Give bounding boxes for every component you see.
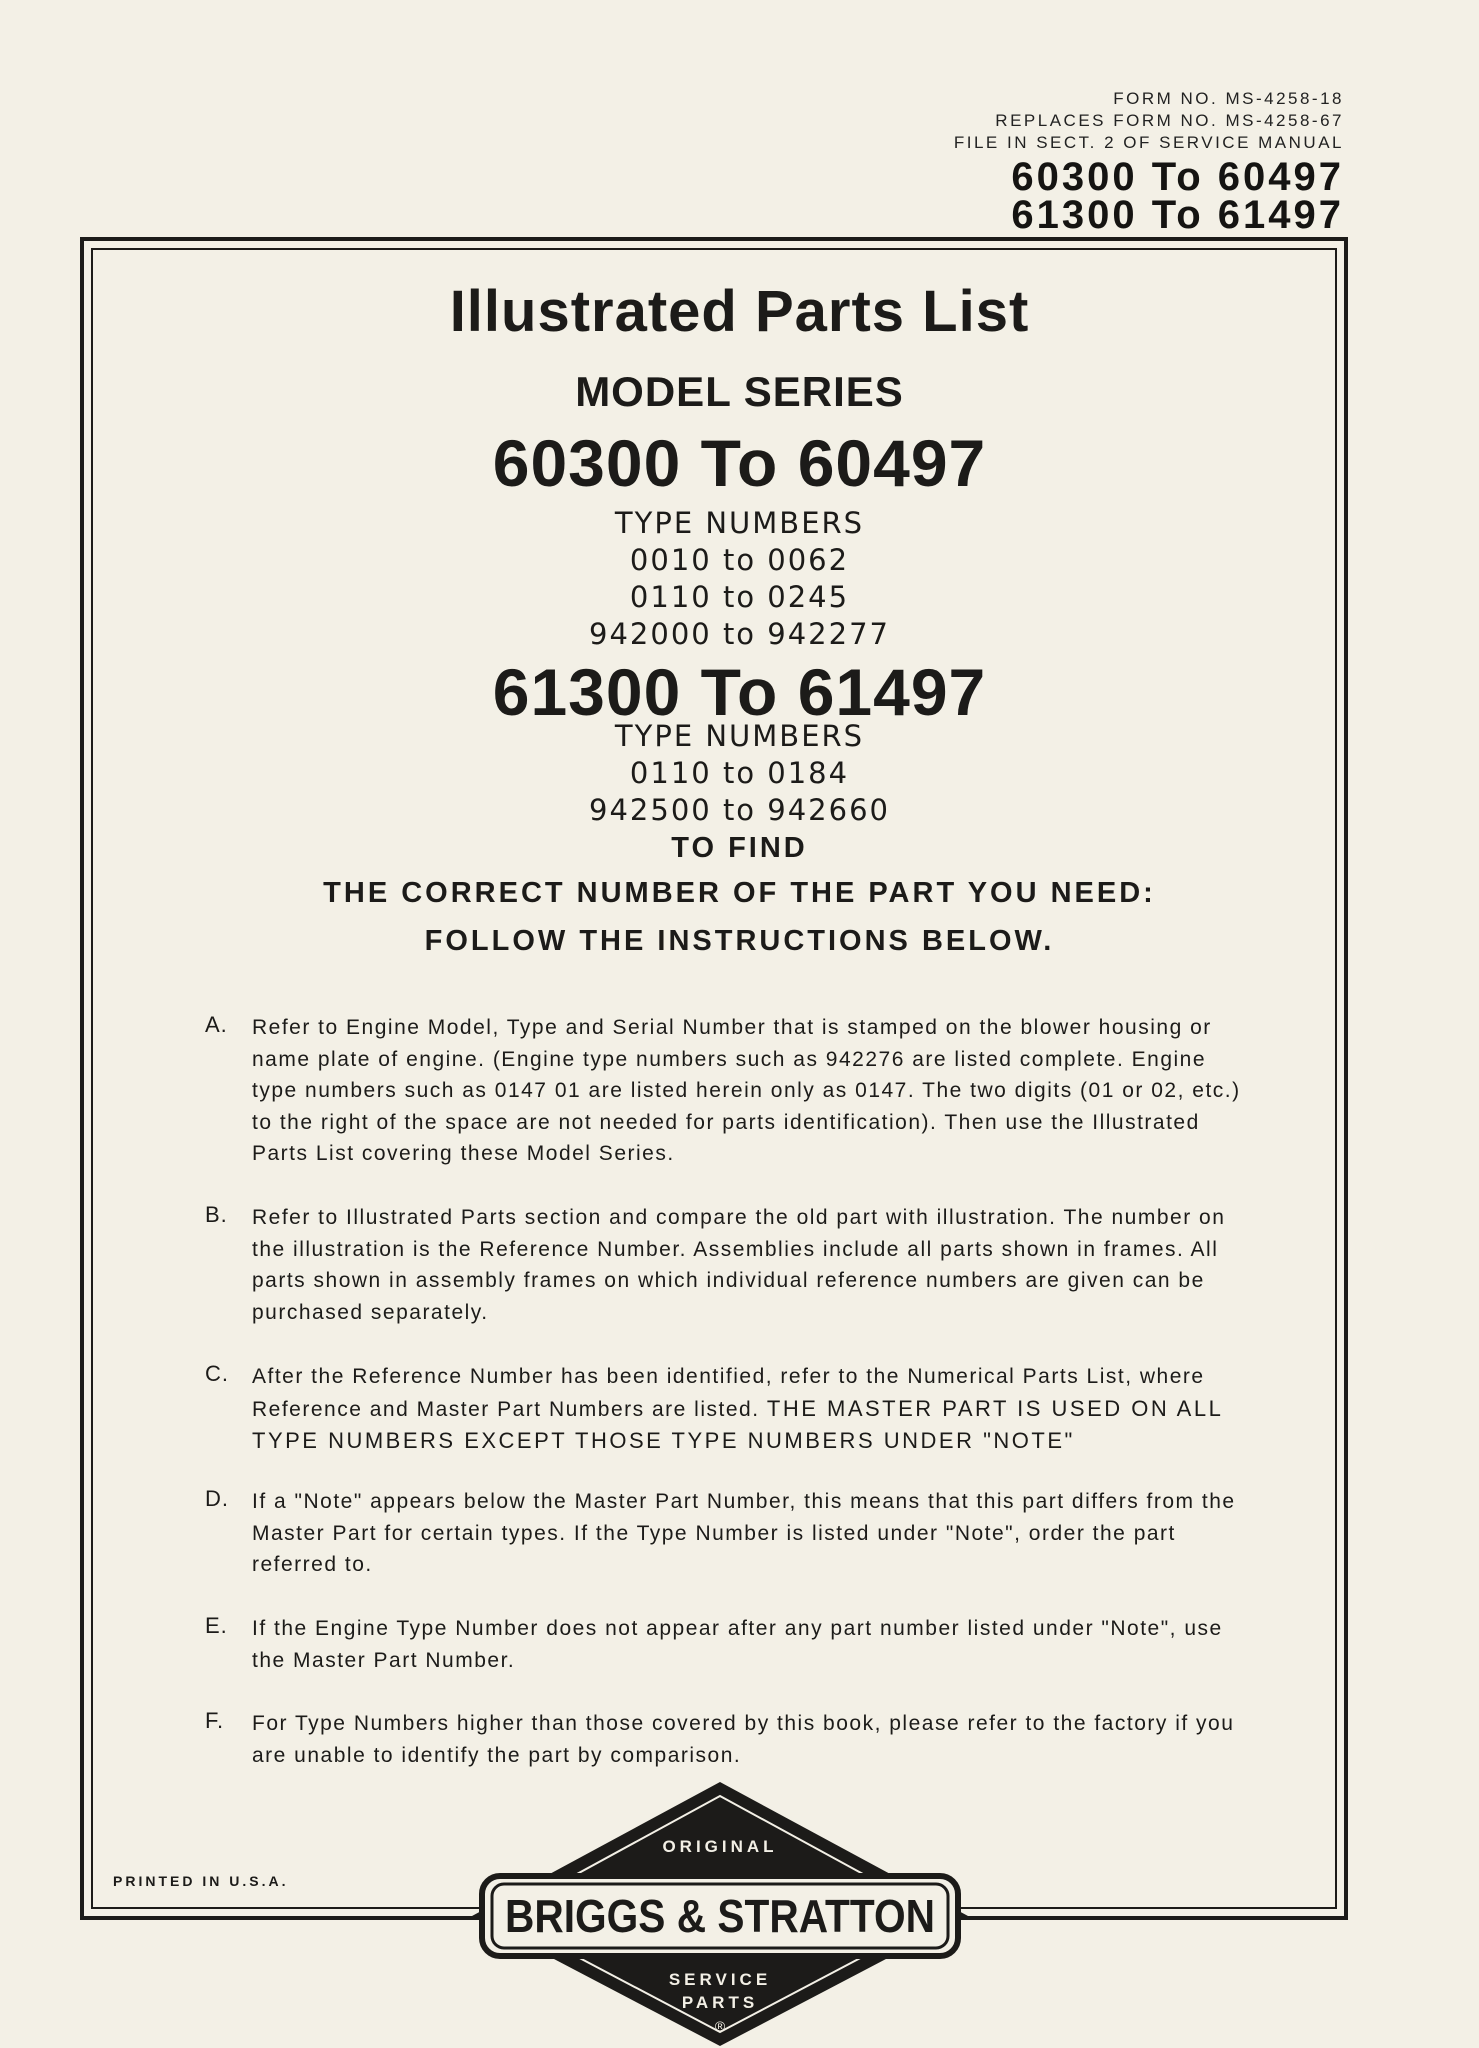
type-range: 0010 to 0062 (629, 543, 850, 577)
instruction-text-block (252, 1361, 1252, 1458)
form-header (953, 88, 1344, 237)
instruction-letter: A. (205, 1012, 228, 1037)
logo-parts-text: PARTS (681, 1993, 759, 2012)
instruction-letter: B. (205, 1202, 228, 1227)
series-1-types (0, 505, 1479, 653)
type-range: 942000 to 942277 (589, 617, 890, 651)
type-range: 942500 to 942660 (589, 793, 890, 827)
instruction-caps-text: THE MASTER PART IS USED ON ALL TYPE NUMBERS EXCEPT THOSE TYPE NUMBERS UNDER "NOTE" (252, 1395, 1223, 1453)
header-range-2: 61300 To 61497 (1011, 193, 1344, 237)
instruction-letter: C. (205, 1361, 229, 1386)
series-1-range: 60300 To 60497 (492, 426, 987, 500)
instruction-text: If a "Note" appears below the Master Part Number, this means that this part differs from the Master Part for certain types. If the Type Number is listed under "Note", order the part referred to. (252, 1490, 1236, 1576)
logo-service-text: SERVICE (668, 1970, 772, 1989)
instruction-letter: E. (205, 1613, 228, 1638)
instruction-text: If the Engine Type Number does not appear after any part number listed under "Note", use the Master Part Number. (252, 1617, 1223, 1672)
type-range: 0110 to 0184 (629, 756, 850, 790)
form-number: FORM NO. MS-4258-18 (1113, 89, 1344, 108)
file-in-section: FILE IN SECT. 2 OF SERVICE MANUAL (953, 133, 1344, 152)
logo-registered-mark: ® (714, 2018, 726, 2034)
logo-original-text: ORIGINAL (662, 1837, 778, 1856)
briggs-stratton-logo (470, 1780, 970, 2048)
type-numbers-label: TYPE NUMBERS (614, 506, 865, 540)
page-title: Illustrated Parts List (449, 279, 1030, 344)
follow-instructions-heading: FOLLOW THE INSTRUCTIONS BELOW. (424, 925, 1055, 957)
instruction-letter: D. (205, 1486, 229, 1511)
correct-number-heading: THE CORRECT NUMBER OF THE PART YOU NEED: (323, 877, 1156, 909)
logo-brand-text: BRIGGS & STRATTON (505, 1890, 935, 1942)
replaces-form: REPLACES FORM NO. MS-4258-67 (995, 111, 1344, 130)
printed-in-usa: PRINTED IN U.S.A. (113, 1873, 289, 1889)
instruction-letter: F. (205, 1708, 225, 1733)
header-range-1: 60300 To 60497 (1011, 155, 1344, 199)
instruction-text: Refer to Engine Model, Type and Serial Number that is stamped on the blower housing or name plate of engine. (Engine type numbers such as 942276 are listed complete. Engine type numbers such as 0147 01 are listed herein only as 0147. The two digits (01 or 02, etc.) to the right of the space are not needed for parts identification). Then use the Illustrated Parts List covering these Model Series. (252, 1016, 1241, 1165)
to-find-heading: TO FIND (671, 832, 808, 864)
type-range: 0110 to 0245 (629, 580, 850, 614)
instruction-text: After the Reference Number has been identified, refer to the Numerical Parts List, where Reference and Master Part Numbers are listed. (252, 1365, 1205, 1421)
type-numbers-label: TYPE NUMBERS (614, 719, 865, 753)
instruction-text: Refer to Illustrated Parts section and compare the old part with illustration. The number on the illustration is the Reference Number. Assemblies include all parts shown in frames. All parts shown in assembly frames on which individual reference numbers are given can be purchased separately. (252, 1206, 1226, 1324)
instruction-text: For Type Numbers higher than those covered by this book, please refer to the factory if you are unable to identify the part by comparison. (252, 1712, 1235, 1767)
model-series-label: MODEL SERIES (575, 368, 904, 415)
series-2-range: 61300 To 61497 (492, 655, 987, 729)
series-2-types (0, 718, 1479, 829)
